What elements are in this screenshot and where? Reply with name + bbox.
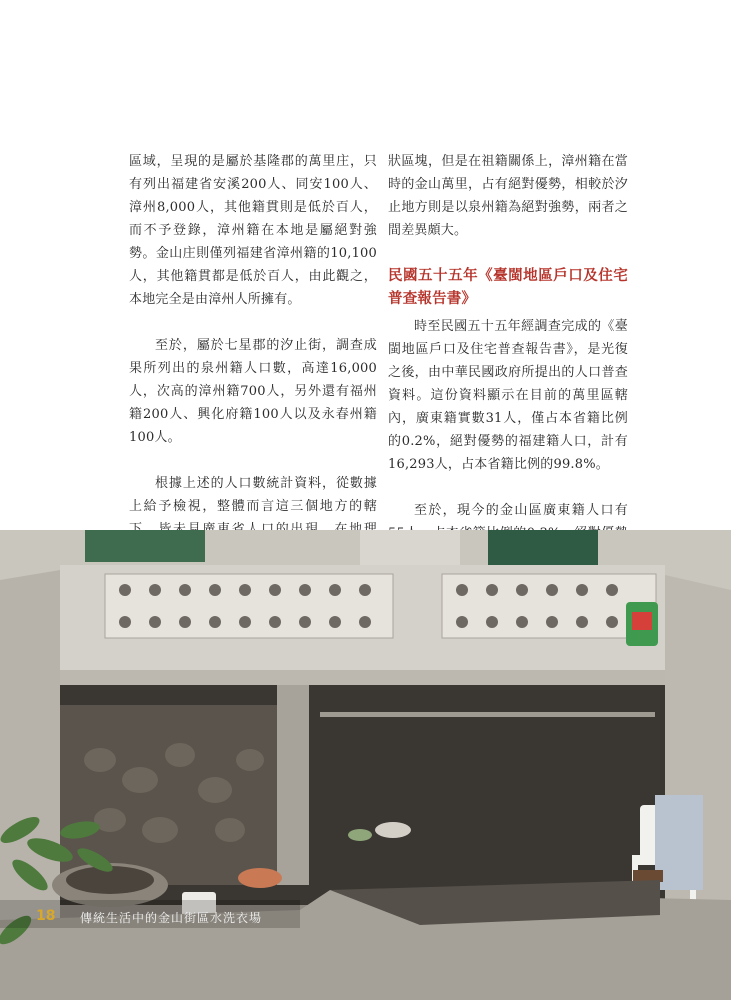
left-paragraph-3: 根據上述的人口數統計資料，從數據上給予檢視，整體而言這三個地方的轄 — [129, 476, 377, 514]
left-text-column — [129, 150, 377, 587]
page-number: 18 — [36, 908, 56, 924]
right-paragraph-3: 至於，現今的金山區廣東籍人口有 — [414, 503, 628, 518]
right-paragraph-1: 狀區塊，但是在祖籍關係上，漳州籍在當時的金山萬里，占有絕對優勢，相較於汐止地方則是以泉州籍為絕對強勢，兩者之間差異頗大。 — [388, 154, 628, 238]
left-paragraph-2: 至於，屬於七星郡的汐止街，調查成果所列出的泉州籍人口數，高達16,000人，次高的漳州籍700人，另外還有福州籍200人、興化府籍100人以及永春州籍100人。 — [129, 338, 377, 445]
washing-place-photo — [0, 530, 731, 1000]
right-text-column — [388, 150, 628, 568]
running-footer-title: 傳統生活中的金山街區水洗衣場 — [80, 911, 263, 925]
right-paragraph-2: 時至民國五十五年經調查完成的《臺閩地區戶口及住宅普查報告書》，是光復之後，由中華民國政府所提出的人口普查資料。這份資料顯示在目前的萬里區轄內，廣東籍實數31人，僅占本省籍比例的0.2%，絕對優勢的福建籍人口，計有16,293人，占本省籍比例的99.8%。 — [388, 319, 628, 472]
section-heading: 民國五十五年《臺閩地區戶口及住宅普查報告書》 — [388, 268, 628, 307]
left-paragraph-1: 區域，呈現的是屬於基隆郡的萬里庄，只有列出福建省安溪200人、同安100人、漳州8,000人，其他籍貫則是低於百人，而不予登錄，漳州籍在本地是屬絕對強勢。金山庄則僅列福建省漳州籍的10,100人，其他籍貫都是低於百人，由此觀之，本地完全是由漳州人所擁有。 — [129, 154, 377, 307]
